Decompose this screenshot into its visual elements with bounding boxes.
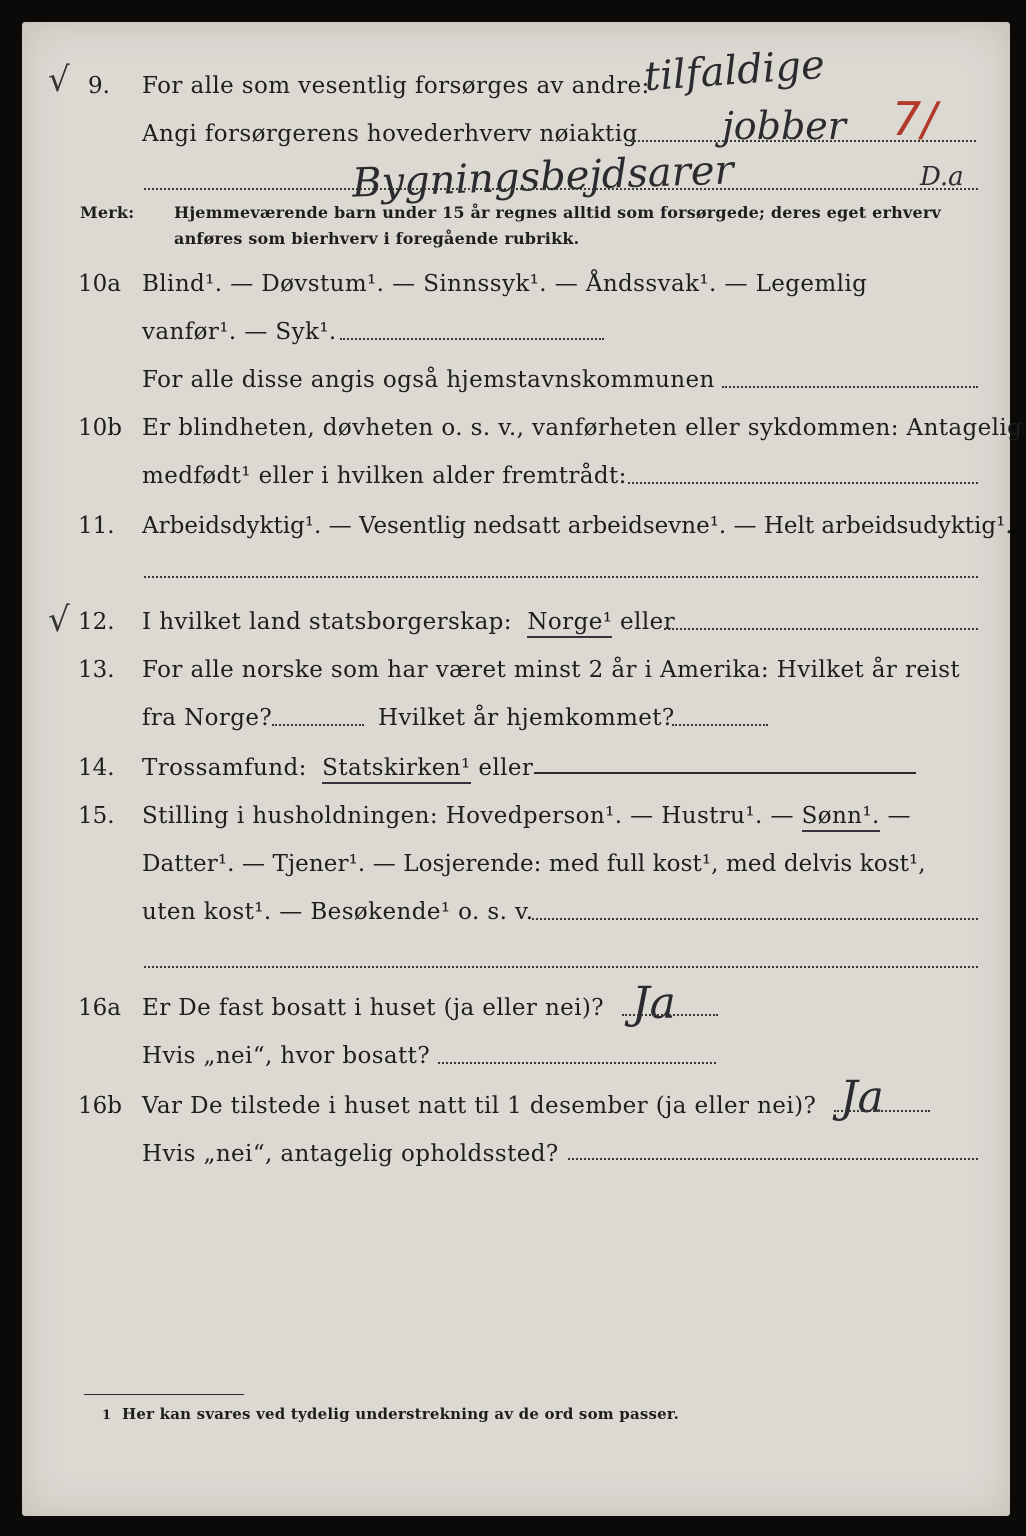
item-9-line-2: Angi forsørgerens hovederhverv nøiaktig xyxy=(142,121,638,147)
item-14-number: 14. xyxy=(78,755,115,781)
fill-line xyxy=(144,188,978,190)
handwritten-answer-1: tilfaldige xyxy=(642,41,827,101)
fill-line xyxy=(532,918,978,920)
note-label: Merk: xyxy=(80,203,135,222)
item-10b-line-2: medfødt¹ eller i hvilken alder fremtrådt: xyxy=(142,463,627,489)
item-16b-line-1: Var De tilstede i huset natt til 1 desember (ja eller nei)? xyxy=(142,1093,817,1119)
item-15-line-1: Stilling i husholdningen: Hovedperson¹. — Hustru¹. — Sønn¹. — xyxy=(142,802,911,830)
handwritten-code: D.a xyxy=(920,162,964,192)
item-13-line-2b: Hvilket år hjemkommet? xyxy=(378,705,675,731)
item-15-number: 15. xyxy=(78,803,115,829)
fill-line xyxy=(568,1158,978,1160)
fill-line xyxy=(272,724,364,726)
fill-line xyxy=(622,1014,718,1016)
fill-line xyxy=(672,724,768,726)
item-10a-line-2: vanfør¹. — Syk¹. xyxy=(142,319,337,345)
handwritten-answer-16a: Ja xyxy=(632,978,676,1029)
fill-line xyxy=(722,386,978,388)
item-10a-line-3: For alle disse angis også hjemstavnskommunen xyxy=(142,367,715,393)
underlined-answer: Statskirken¹ xyxy=(322,755,470,784)
item-13-line-1: For alle norske som har været minst 2 år i Amerika: Hvilket år reist xyxy=(142,657,961,683)
item-12-question: I hvilket land statsborgerskap: Norge¹ eller xyxy=(142,608,675,636)
item-13-number: 13. xyxy=(78,657,115,683)
handwritten-answer-16b: Ja xyxy=(840,1072,884,1123)
check-mark-icon: √ xyxy=(48,600,70,640)
item-10a-line-1: Blind¹. — Døvstum¹. — Sinnssyk¹. — Åndssvak¹. — Legemlig xyxy=(142,271,868,297)
item-11-line-1: Arbeidsdyktig¹. — Vesentlig nedsatt arbeidsevne¹. — Helt arbeidsudyktig¹. xyxy=(142,513,1013,539)
item-9-number: 9. xyxy=(88,73,110,99)
underlined-answer: Sønn¹. xyxy=(802,803,880,832)
item-10b-number: 10b xyxy=(78,415,122,441)
item-16a-line-2: Hvis „nei“, hvor bosatt? xyxy=(142,1043,431,1069)
fill-line xyxy=(144,966,978,968)
underlined-answer: Norge¹ xyxy=(527,609,612,638)
item-11-number: 11. xyxy=(78,513,115,539)
fill-line xyxy=(834,1110,930,1112)
fill-line xyxy=(144,576,978,578)
note-line-2: anføres som bierhverv i foregående rubrikk. xyxy=(174,229,580,248)
item-10b-line-1: Er blindheten, døvheten o. s. v., vanførheten eller sykdommen: Antagelig xyxy=(142,415,1023,441)
fill-line xyxy=(534,772,916,774)
census-form-page xyxy=(22,22,1023,1516)
handwritten-answer-2: jobber xyxy=(722,104,846,148)
item-15-line-3: uten kost¹. — Besøkende¹ o. s. v. xyxy=(142,899,534,925)
item-13-line-2a: fra Norge? xyxy=(142,705,273,731)
footnote-rule xyxy=(84,1394,244,1395)
note-line-1: Hjemmeværende barn under 15 år regnes alltid som forsørgede; deres eget erhverv xyxy=(174,203,941,222)
handwritten-occupation: Bygningsbejdsarer xyxy=(351,147,735,207)
red-pencil-mark: 7/ xyxy=(892,92,937,146)
item-9-line-1: For alle som vesentlig forsørges av andre: xyxy=(142,73,650,99)
item-15-line-2: Datter¹. — Tjener¹. — Losjerende: med full kost¹, med delvis kost¹, xyxy=(142,851,926,877)
fill-line xyxy=(628,482,978,484)
footnote-marker: 1 xyxy=(102,1408,112,1423)
item-16b-number: 16b xyxy=(78,1093,122,1119)
item-12-number: 12. xyxy=(78,609,115,635)
fill-line xyxy=(438,1062,716,1064)
footnote-text: Her kan svares ved tydelig understrekning av de ord som passer. xyxy=(122,1405,680,1423)
fill-line xyxy=(664,628,978,630)
item-16a-line-1: Er De fast bosatt i huset (ja eller nei)? xyxy=(142,995,605,1021)
fill-line xyxy=(340,338,604,340)
item-16b-line-2: Hvis „nei“, antagelig opholdssted? xyxy=(142,1141,559,1167)
item-16a-number: 16a xyxy=(78,995,121,1021)
item-14-question: Trossamfund: Statskirken¹ eller xyxy=(142,754,533,782)
check-mark-icon: √ xyxy=(48,60,70,100)
item-10a-number: 10a xyxy=(78,271,121,297)
